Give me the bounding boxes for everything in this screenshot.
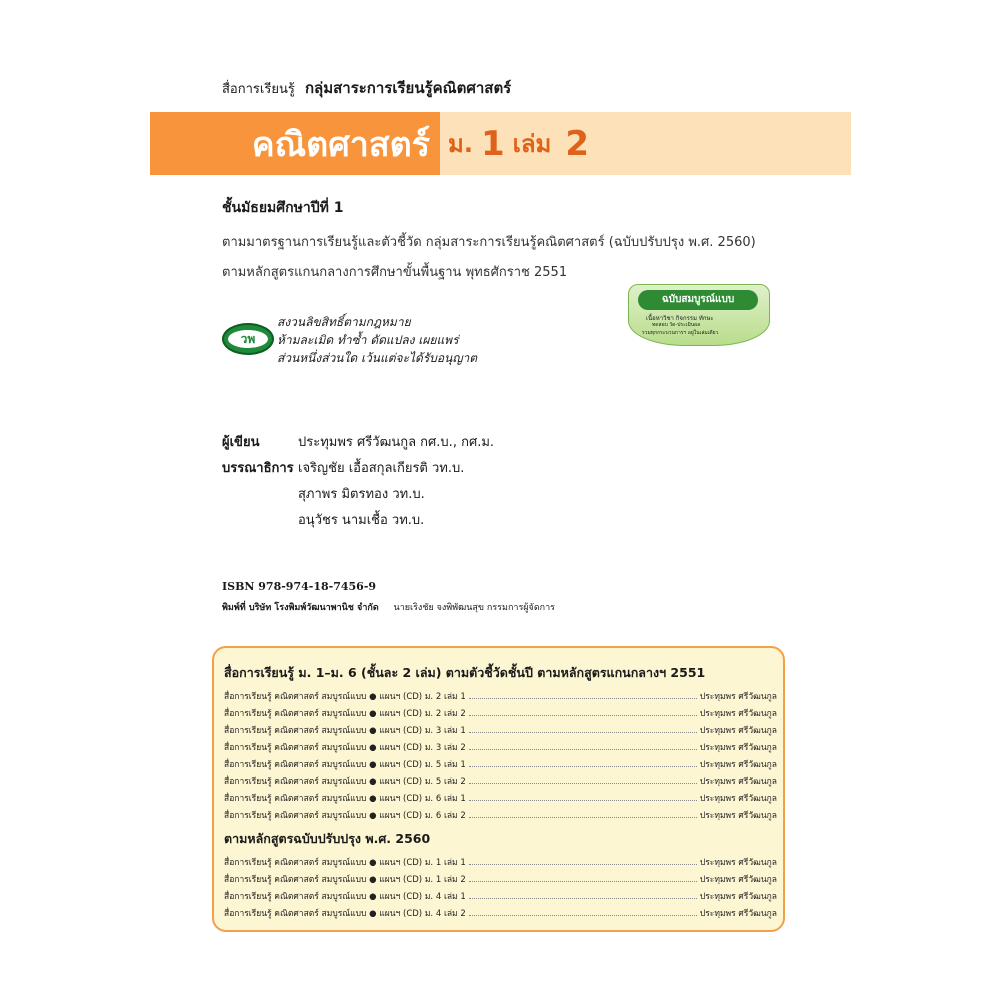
title-description: สื่อการเรียนรู้ คณิตศาสตร์ สมบูรณ์แบบ ● แผนฯ (CD) ม. 1 เล่ม 2 bbox=[224, 874, 466, 885]
volume-number: 2 bbox=[565, 123, 590, 164]
printer-manager: นายเริงชัย จงพิพัฒนสุข กรรมการผู้จัดการ bbox=[393, 603, 556, 613]
title-author: ประทุมพร ศรีวัฒนกูล bbox=[699, 725, 777, 736]
revised-titles-list bbox=[224, 853, 777, 921]
grade-label: ม. bbox=[448, 130, 473, 158]
title-author: ประทุมพร ศรีวัฒนกูล bbox=[699, 776, 777, 787]
isbn: ISBN 978-974-18-7456-9 bbox=[222, 580, 377, 593]
publisher-logo-text: วพ bbox=[228, 330, 268, 348]
title-description: สื่อการเรียนรู้ คณิตศาสตร์ สมบูรณ์แบบ ● แผนฯ (CD) ม. 5 เล่ม 2 bbox=[224, 776, 466, 787]
related-titles-heading: สื่อการเรียนรู้ ม. 1–ม. 6 (ชั้นละ 2 เล่ม) ตามตัวชี้วัดชั้นปี ตามหลักสูตรแกนกลางฯ 2551 bbox=[224, 665, 706, 680]
credit-role: บรรณาธิการ bbox=[222, 460, 294, 476]
title-list-item bbox=[224, 704, 777, 721]
title-list-item bbox=[224, 789, 777, 806]
title-list-item bbox=[224, 887, 777, 904]
badge-line-1: เนื้อหาวิชา กิจกรรม ทักษะ bbox=[646, 315, 714, 322]
dot-leader bbox=[469, 864, 697, 865]
title-list-item bbox=[224, 687, 777, 704]
credit-row bbox=[222, 480, 494, 506]
credit-row bbox=[222, 454, 494, 480]
credit-row bbox=[222, 506, 494, 532]
title-author: ประทุมพร ศรีวัฒนกูล bbox=[699, 691, 777, 702]
grade-number: 1 bbox=[480, 123, 505, 164]
dot-leader bbox=[469, 783, 697, 784]
credit-role: ผู้เขียน bbox=[222, 434, 260, 450]
dot-leader bbox=[469, 698, 697, 699]
grade-level: ชั้นมัธยมศึกษาปีที่ 1 bbox=[222, 200, 344, 216]
credit-name: อนุวัชร นามเชื้อ วท.บ. bbox=[298, 512, 425, 528]
credit-name: เจริญชัย เอื้อสกุลเกียรติ วท.บ. bbox=[298, 460, 465, 476]
title-description: สื่อการเรียนรู้ คณิตศาสตร์ สมบูรณ์แบบ ● แผนฯ (CD) ม. 3 เล่ม 2 bbox=[224, 742, 466, 753]
copyright-notice bbox=[277, 313, 477, 367]
title-author: ประทุมพร ศรีวัฒนกูล bbox=[699, 810, 777, 821]
badge-title: ฉบับสมบูรณ์แบบ bbox=[638, 290, 758, 310]
badge-icon bbox=[628, 284, 768, 344]
dot-leader bbox=[469, 817, 697, 818]
dot-leader bbox=[469, 749, 697, 750]
title-description: สื่อการเรียนรู้ คณิตศาสตร์ สมบูรณ์แบบ ● แผนฯ (CD) ม. 6 เล่ม 2 bbox=[224, 810, 466, 821]
printer-line bbox=[222, 600, 555, 614]
dot-leader bbox=[469, 732, 697, 733]
series-line bbox=[222, 76, 511, 100]
copyright-line-3: ส่วนหนึ่งส่วนใด เว้นแต่จะได้รับอนุญาต bbox=[277, 351, 478, 365]
title-author: ประทุมพร ศรีวัฒนกูล bbox=[699, 708, 777, 719]
title-band bbox=[150, 112, 851, 175]
dot-leader bbox=[469, 915, 697, 916]
badge-line-2: ทดสอบ วัด-ประเมินผล bbox=[652, 322, 701, 328]
dot-leader bbox=[469, 800, 697, 801]
copyright-line-2: ห้ามละเมิด ทำซ้ำ ดัดแปลง เผยแพร่ bbox=[277, 333, 459, 347]
title-list-item bbox=[224, 755, 777, 772]
title-list-item bbox=[224, 772, 777, 789]
title-list-item bbox=[224, 806, 777, 823]
publisher-logo-icon bbox=[222, 323, 274, 355]
credit-row bbox=[222, 428, 494, 454]
dot-leader bbox=[469, 898, 697, 899]
series-subject-group: กลุ่มสาระการเรียนรู้คณิตศาสตร์ bbox=[304, 79, 512, 97]
title-list-item bbox=[224, 904, 777, 921]
dot-leader bbox=[469, 715, 697, 716]
series-prefix: สื่อการเรียนรู้ bbox=[222, 82, 295, 97]
credit-name: ประทุมพร ศรีวัฒนกูล กศ.บ., กศ.ม. bbox=[298, 434, 495, 450]
title-description: สื่อการเรียนรู้ คณิตศาสตร์ สมบูรณ์แบบ ● แผนฯ (CD) ม. 1 เล่ม 1 bbox=[224, 857, 466, 868]
title-grade-block bbox=[440, 112, 851, 175]
related-titles-box bbox=[212, 646, 785, 932]
credit-name: สุภาพร มิตรทอง วท.บ. bbox=[298, 486, 425, 502]
title-list-item bbox=[224, 870, 777, 887]
title-author: ประทุมพร ศรีวัฒนกูล bbox=[699, 857, 777, 868]
dot-leader bbox=[469, 766, 697, 767]
title-author: ประทุมพร ศรีวัฒนกูล bbox=[699, 793, 777, 804]
title-subject-block bbox=[150, 112, 440, 175]
title-description: สื่อการเรียนรู้ คณิตศาสตร์ สมบูรณ์แบบ ● แผนฯ (CD) ม. 2 เล่ม 1 bbox=[224, 691, 466, 702]
dot-leader bbox=[469, 881, 697, 882]
title-description: สื่อการเรียนรู้ คณิตศาสตร์ สมบูรณ์แบบ ● แผนฯ (CD) ม. 2 เล่ม 2 bbox=[224, 708, 466, 719]
title-author: ประทุมพร ศรีวัฒนกูล bbox=[699, 891, 777, 902]
title-author: ประทุมพร ศรีวัฒนกูล bbox=[699, 742, 777, 753]
volume-label: เล่ม bbox=[512, 130, 552, 158]
title-description: สื่อการเรียนรู้ คณิตศาสตร์ สมบูรณ์แบบ ● แผนฯ (CD) ม. 4 เล่ม 1 bbox=[224, 891, 466, 902]
title-author: ประทุมพร ศรีวัฒนกูล bbox=[699, 759, 777, 770]
title-description: สื่อการเรียนรู้ คณิตศาสตร์ สมบูรณ์แบบ ● แผนฯ (CD) ม. 3 เล่ม 1 bbox=[224, 725, 466, 736]
title-list-item bbox=[224, 721, 777, 738]
title-subject: คณิตศาสตร์ bbox=[251, 124, 430, 165]
core-curriculum-note: ตามหลักสูตรแกนกลางการศึกษาขั้นพื้นฐาน พุทธศักราช 2551 bbox=[222, 265, 568, 280]
title-description: สื่อการเรียนรู้ คณิตศาสตร์ สมบูรณ์แบบ ● แผนฯ (CD) ม. 4 เล่ม 2 bbox=[224, 908, 466, 919]
title-description: สื่อการเรียนรู้ คณิตศาสตร์ สมบูรณ์แบบ ● แผนฯ (CD) ม. 6 เล่ม 1 bbox=[224, 793, 466, 804]
title-list-item bbox=[224, 738, 777, 755]
title-list-item bbox=[224, 853, 777, 870]
copyright-line-1: สงวนลิขสิทธิ์ตามกฎหมาย bbox=[277, 315, 411, 329]
related-titles-list bbox=[224, 687, 777, 823]
revised-titles-heading: ตามหลักสูตรฉบับปรับปรุง พ.ศ. 2560 bbox=[224, 831, 431, 846]
badge-line-3: รวมทุกกระบวนการฯ อยู่ในเล่มเดียว bbox=[642, 330, 719, 336]
title-description: สื่อการเรียนรู้ คณิตศาสตร์ สมบูรณ์แบบ ● แผนฯ (CD) ม. 5 เล่ม 1 bbox=[224, 759, 466, 770]
title-author: ประทุมพร ศรีวัฒนกูล bbox=[699, 874, 777, 885]
title-author: ประทุมพร ศรีวัฒนกูล bbox=[699, 908, 777, 919]
credits bbox=[222, 428, 494, 532]
printer-name: พิมพ์ที่ บริษัท โรงพิมพ์วัฒนาพานิช จำกัด bbox=[222, 603, 379, 613]
standard-note: ตามมาตรฐานการเรียนรู้และตัวชี้วัด กลุ่มสาระการเรียนรู้คณิตศาสตร์ (ฉบับปรับปรุง พ.ศ. 2560) bbox=[222, 235, 756, 250]
